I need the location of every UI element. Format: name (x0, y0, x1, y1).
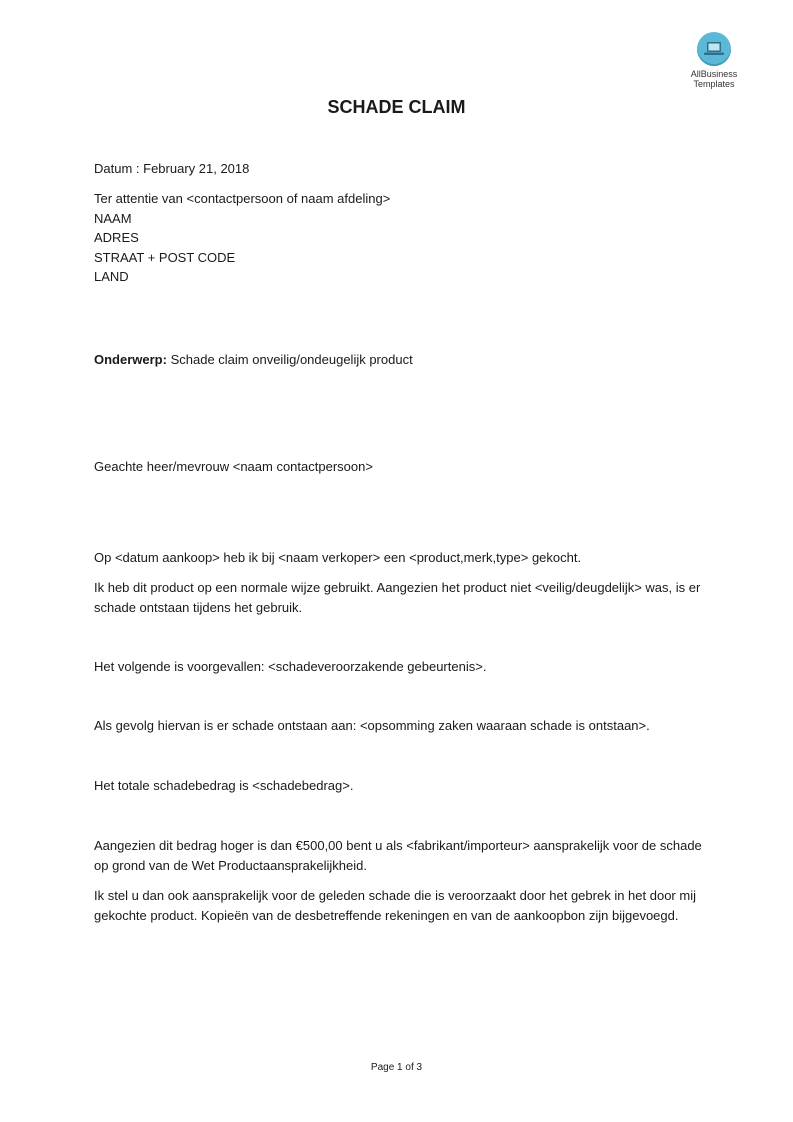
recipient-street: STRAAT + POST CODE (94, 249, 236, 265)
laptop-icon (697, 32, 731, 66)
attention-line: Ter attentie van <contactpersoon of naam afdeling> (94, 191, 391, 206)
subject-text: Schade claim onveilig/ondeugelijk product (170, 352, 413, 367)
date-value: February 21, 2018 (143, 161, 250, 176)
body-paragraph-7: Ik stel u dan ook aansprakelijk voor de geleden schade die is veroorzaakt door het gebrek in het door mij gekochte product. Kopieën van de desbetreffende rekeningen en van de aankoopbon zijn bijgevoegd. (94, 888, 696, 923)
body-paragraph-5: Het totale schadebedrag is <schadebedrag>. (94, 778, 354, 793)
date-line: Datum : February 21, 2018 (94, 161, 250, 176)
body-paragraph-1: Op <datum aankoop> heb ik bij <naam verkoper> een <product,merk,type> gekocht. (94, 550, 582, 565)
recipient-address: ADRES (94, 230, 139, 245)
logo-line-2: Templates (693, 79, 735, 89)
recipient-name: NAAM (94, 210, 132, 226)
date-label: Datum (94, 161, 133, 176)
brand-logo (682, 32, 746, 89)
recipient-country: LAND (94, 269, 129, 284)
body-paragraph-6: Aangezien dit bedrag hoger is dan €500,00 bent u als <fabrikant/importeur> aansprakelijk voor de schade op grond van de Wet Productaansprakelijkheid. (94, 838, 702, 873)
page-number: Page 1 of 3 (370, 1062, 423, 1073)
body-paragraph-4: Als gevolg hiervan is er schade ontstaan aan: <opsomming zaken waaraan schade is ontstaan>. (94, 718, 650, 733)
body-paragraph-3: Het volgende is voorgevallen: <schadeveroorzakende gebeurtenis>. (94, 659, 487, 674)
salutation: Geachte heer/mevrouw <naam contactpersoon> (94, 459, 373, 474)
logo-text (682, 69, 746, 89)
subject-label: Onderwerp: (94, 352, 167, 367)
body-paragraph-2: Ik heb dit product op een normale wijze gebruikt. Aangezien het product niet <veilig/deugdelijk> was, is er schade ontstaan tijdens het gebruik. (94, 580, 701, 615)
logo-line-1: AllBusiness (690, 69, 738, 79)
subject-line (94, 350, 413, 370)
document-title: SCHADE CLAIM (327, 97, 466, 117)
